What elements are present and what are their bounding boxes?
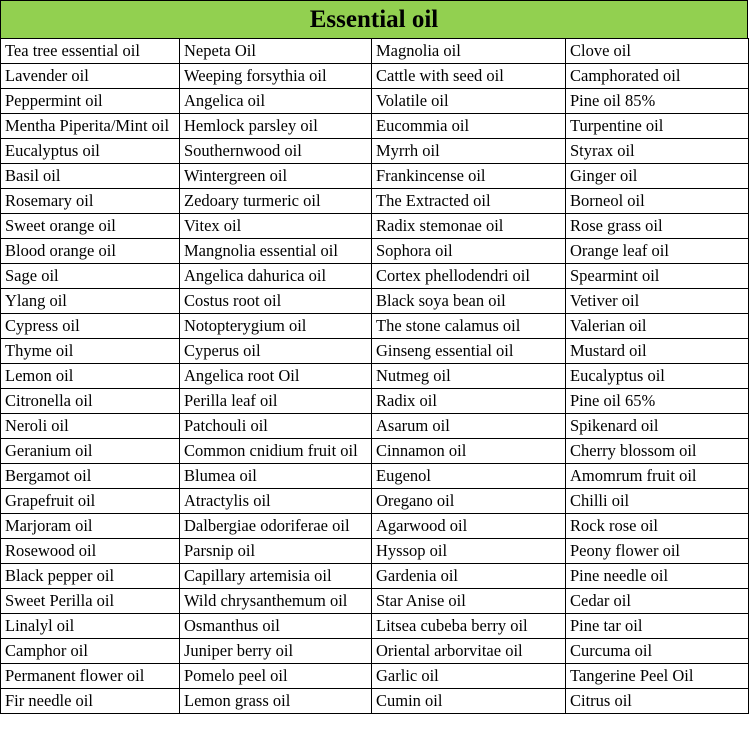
table-cell: Geranium oil <box>1 439 180 464</box>
table-row <box>1 464 749 489</box>
table-row <box>1 39 749 64</box>
table-cell: Mustard oil <box>566 339 749 364</box>
table-cell: Sweet orange oil <box>1 214 180 239</box>
table-cell: Rosewood oil <box>1 539 180 564</box>
table-cell: Curcuma oil <box>566 639 749 664</box>
table-cell: Angelica oil <box>180 89 372 114</box>
table-row <box>1 214 749 239</box>
table-cell: Peppermint oil <box>1 89 180 114</box>
table-cell: Eugenol <box>372 464 566 489</box>
table-cell: Lemon grass oil <box>180 689 372 714</box>
table-cell: Oriental arborvitae oil <box>372 639 566 664</box>
table-cell: Cattle with seed oil <box>372 64 566 89</box>
table-cell: Spikenard oil <box>566 414 749 439</box>
table-row <box>1 64 749 89</box>
table-cell: Weeping forsythia oil <box>180 64 372 89</box>
table-row <box>1 514 749 539</box>
table-cell: Hemlock parsley oil <box>180 114 372 139</box>
table-cell: Vitex oil <box>180 214 372 239</box>
table-cell: Pomelo peel oil <box>180 664 372 689</box>
table-cell: Zedoary turmeric oil <box>180 189 372 214</box>
table-cell: Black soya bean oil <box>372 289 566 314</box>
table-cell: Pine needle oil <box>566 564 749 589</box>
table-cell: Patchouli oil <box>180 414 372 439</box>
table-cell: Cedar oil <box>566 589 749 614</box>
table-cell: Angelica dahurica oil <box>180 264 372 289</box>
table-cell: Vetiver oil <box>566 289 749 314</box>
table-cell: Ylang oil <box>1 289 180 314</box>
essential-oil-table <box>0 38 749 714</box>
table-cell: Citronella oil <box>1 389 180 414</box>
table-cell: Lemon oil <box>1 364 180 389</box>
table-cell: Lavender oil <box>1 64 180 89</box>
table-row <box>1 189 749 214</box>
table-cell: Cherry blossom oil <box>566 439 749 464</box>
table-cell: Valerian oil <box>566 314 749 339</box>
table-cell: Magnolia oil <box>372 39 566 64</box>
table-cell: Spearmint oil <box>566 264 749 289</box>
table-cell: Eucalyptus oil <box>566 364 749 389</box>
table-cell: Capillary artemisia oil <box>180 564 372 589</box>
table-cell: Grapefruit oil <box>1 489 180 514</box>
table-cell: Tangerine Peel Oil <box>566 664 749 689</box>
table-cell: Rosemary oil <box>1 189 180 214</box>
table-cell: Volatile oil <box>372 89 566 114</box>
table-cell: Atractylis oil <box>180 489 372 514</box>
table-cell: Garlic oil <box>372 664 566 689</box>
table-cell: Cypress oil <box>1 314 180 339</box>
table-cell: Cyperus oil <box>180 339 372 364</box>
table-row <box>1 414 749 439</box>
table-cell: Borneol oil <box>566 189 749 214</box>
table-cell: Rock rose oil <box>566 514 749 539</box>
table-row <box>1 439 749 464</box>
table-row <box>1 314 749 339</box>
table-row <box>1 339 749 364</box>
table-cell: Asarum oil <box>372 414 566 439</box>
table-cell: Camphor oil <box>1 639 180 664</box>
table-row <box>1 639 749 664</box>
table-cell: Clove oil <box>566 39 749 64</box>
table-cell: Mentha Piperita/Mint oil <box>1 114 180 139</box>
table-cell: Osmanthus oil <box>180 614 372 639</box>
table-cell: Amomrum fruit oil <box>566 464 749 489</box>
table-row <box>1 139 749 164</box>
table-cell: Basil oil <box>1 164 180 189</box>
table-row <box>1 689 749 714</box>
table-row <box>1 389 749 414</box>
table-cell: Sophora oil <box>372 239 566 264</box>
table-cell: Turpentine oil <box>566 114 749 139</box>
table-cell: Nepeta Oil <box>180 39 372 64</box>
table-cell: Notopterygium oil <box>180 314 372 339</box>
table-cell: Camphorated oil <box>566 64 749 89</box>
table-cell: Common cnidium fruit oil <box>180 439 372 464</box>
table-cell: Radix oil <box>372 389 566 414</box>
table-cell: Mangnolia essential oil <box>180 239 372 264</box>
table-cell: Dalbergiae odoriferae oil <box>180 514 372 539</box>
table-cell: Styrax oil <box>566 139 749 164</box>
table-cell: Blood orange oil <box>1 239 180 264</box>
table-cell: Chilli oil <box>566 489 749 514</box>
table-cell: Tea tree essential oil <box>1 39 180 64</box>
table-row <box>1 589 749 614</box>
table-row <box>1 264 749 289</box>
table-cell: Wintergreen oil <box>180 164 372 189</box>
table-row <box>1 164 749 189</box>
table-cell: Bergamot oil <box>1 464 180 489</box>
table-row <box>1 364 749 389</box>
table-cell: Marjoram oil <box>1 514 180 539</box>
table-cell: Hyssop oil <box>372 539 566 564</box>
table-cell: Orange leaf oil <box>566 239 749 264</box>
table-row <box>1 289 749 314</box>
table-cell: Radix stemonae oil <box>372 214 566 239</box>
table-cell: Parsnip oil <box>180 539 372 564</box>
table-cell: Thyme oil <box>1 339 180 364</box>
table-cell: The Extracted oil <box>372 189 566 214</box>
table-cell: Perilla leaf oil <box>180 389 372 414</box>
table-cell: Rose grass oil <box>566 214 749 239</box>
table-cell: Sage oil <box>1 264 180 289</box>
table-cell: Peony flower oil <box>566 539 749 564</box>
table-cell: Frankincense oil <box>372 164 566 189</box>
table-cell: Oregano oil <box>372 489 566 514</box>
table-row <box>1 664 749 689</box>
table-cell: Star Anise oil <box>372 589 566 614</box>
table-cell: Cinnamon oil <box>372 439 566 464</box>
table-cell: Ginger oil <box>566 164 749 189</box>
table-cell: Eucommia oil <box>372 114 566 139</box>
table-cell: Neroli oil <box>1 414 180 439</box>
table-cell: Fir needle oil <box>1 689 180 714</box>
table-row <box>1 564 749 589</box>
table-cell: Sweet Perilla oil <box>1 589 180 614</box>
table-cell: Permanent flower oil <box>1 664 180 689</box>
table-cell: Pine oil 85% <box>566 89 749 114</box>
table-cell: Juniper berry oil <box>180 639 372 664</box>
table-row <box>1 114 749 139</box>
table-cell: Southernwood oil <box>180 139 372 164</box>
table-title: Essential oil <box>0 0 748 39</box>
table-row <box>1 489 749 514</box>
table-cell: The stone calamus oil <box>372 314 566 339</box>
table-row <box>1 614 749 639</box>
table-cell: Cumin oil <box>372 689 566 714</box>
table-cell: Linalyl oil <box>1 614 180 639</box>
table-cell: Pine tar oil <box>566 614 749 639</box>
table-cell: Gardenia oil <box>372 564 566 589</box>
table-cell: Citrus oil <box>566 689 749 714</box>
table-cell: Agarwood oil <box>372 514 566 539</box>
table-row <box>1 239 749 264</box>
table-cell: Ginseng essential oil <box>372 339 566 364</box>
table-cell: Black pepper oil <box>1 564 180 589</box>
table-body <box>1 39 749 714</box>
table-cell: Angelica root Oil <box>180 364 372 389</box>
table-cell: Myrrh oil <box>372 139 566 164</box>
table-cell: Cortex phellodendri oil <box>372 264 566 289</box>
table-cell: Blumea oil <box>180 464 372 489</box>
table-cell: Costus root oil <box>180 289 372 314</box>
table-cell: Wild chrysanthemum oil <box>180 589 372 614</box>
table-cell: Eucalyptus oil <box>1 139 180 164</box>
table-cell: Nutmeg oil <box>372 364 566 389</box>
table-cell: Litsea cubeba berry oil <box>372 614 566 639</box>
table-row <box>1 89 749 114</box>
table-cell: Pine oil 65% <box>566 389 749 414</box>
table-row <box>1 539 749 564</box>
